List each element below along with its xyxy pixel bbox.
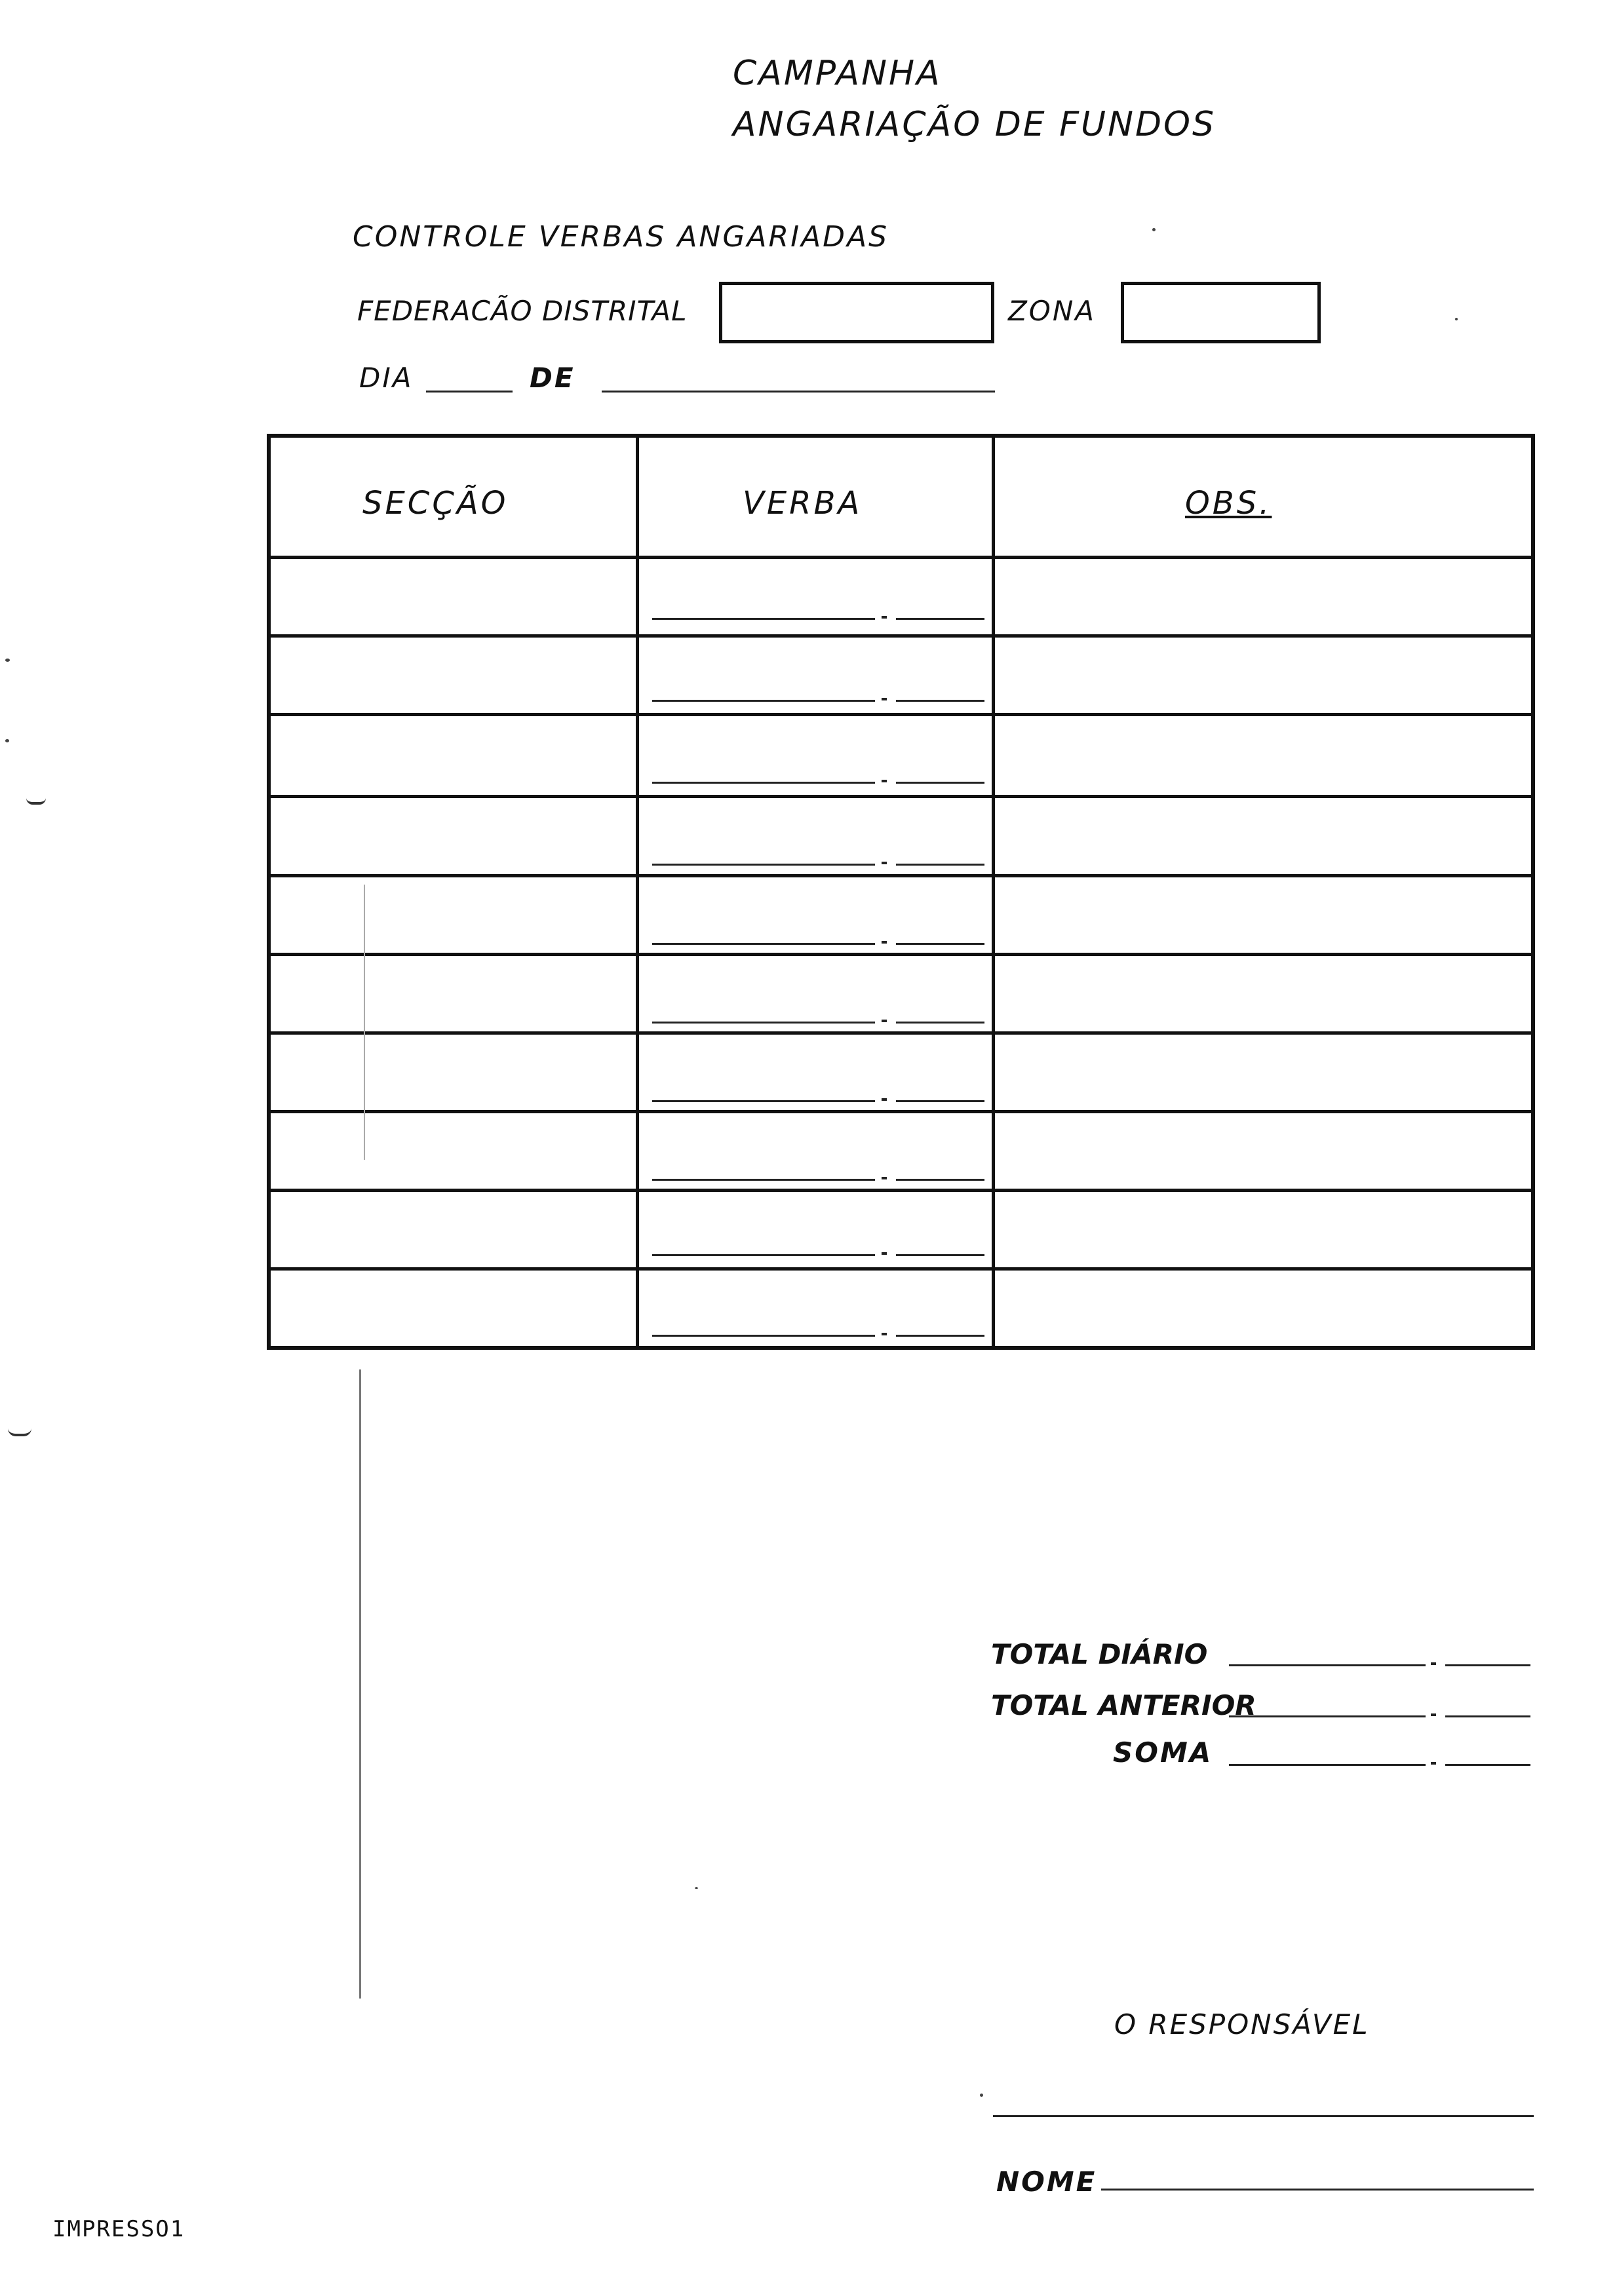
dia-field[interactable] xyxy=(426,391,513,392)
campaign-subtitle: ANGARIAÇÃO DE FUNDOS xyxy=(733,105,1216,144)
seccao-cell[interactable] xyxy=(271,1271,636,1346)
table-row xyxy=(271,877,1531,953)
table-row xyxy=(271,559,1531,634)
scan-speck xyxy=(5,659,10,662)
column-header-seccao: SECÇÃO xyxy=(362,485,509,522)
de-field[interactable] xyxy=(602,391,995,392)
federacao-label: FEDERACÃO DISTRITAL xyxy=(357,295,688,327)
nome-label: NOME xyxy=(996,2166,1097,2198)
verbas-table xyxy=(267,434,1535,1350)
seccao-cell[interactable] xyxy=(271,559,636,634)
soma-label: SOMA xyxy=(1113,1736,1213,1769)
responsavel-label: O RESPONSÁVEL xyxy=(1114,2008,1370,2040)
scan-speck xyxy=(5,739,9,742)
de-label: DE xyxy=(530,362,575,394)
zona-field[interactable] xyxy=(1121,282,1321,343)
seccao-cell[interactable] xyxy=(271,638,636,713)
obs-cell[interactable] xyxy=(995,1113,1531,1189)
scan-speck xyxy=(695,1887,698,1889)
obs-cell[interactable] xyxy=(995,956,1531,1031)
scan-artifact-line xyxy=(364,885,365,1160)
nome-field[interactable] xyxy=(1101,2189,1534,2191)
scan-speck xyxy=(26,798,46,805)
verba-cell[interactable] xyxy=(639,716,992,795)
table-row xyxy=(271,638,1531,713)
form-heading: CONTROLE VERBAS ANGARIADAS xyxy=(353,220,889,254)
signature-line[interactable] xyxy=(993,2115,1534,2117)
table-row xyxy=(271,1113,1531,1189)
seccao-cell[interactable] xyxy=(271,716,636,795)
verba-cell[interactable] xyxy=(639,798,992,874)
campaign-title: CAMPANHA xyxy=(733,54,942,93)
dia-label: DIA xyxy=(359,362,414,394)
zona-label: ZONA xyxy=(1008,295,1096,327)
table-row xyxy=(271,1192,1531,1267)
total-anterior-label: TOTAL ANTERIOR xyxy=(991,1689,1256,1721)
seccao-cell[interactable] xyxy=(271,798,636,874)
seccao-cell[interactable] xyxy=(271,956,636,1031)
scan-speck xyxy=(1455,318,1458,320)
table-row xyxy=(271,798,1531,874)
obs-cell[interactable] xyxy=(995,1192,1531,1267)
federacao-field[interactable] xyxy=(719,282,994,343)
verba-cell[interactable] xyxy=(639,559,992,634)
scan-speck xyxy=(980,2094,983,2097)
column-header-verba: VERBA xyxy=(743,485,863,522)
seccao-cell[interactable] xyxy=(271,1113,636,1189)
verba-cell[interactable] xyxy=(639,956,992,1031)
column-header-obs: OBS. xyxy=(1185,485,1272,522)
total-diario-label: TOTAL DIÁRIO xyxy=(991,1638,1208,1670)
table-row xyxy=(271,716,1531,795)
scan-speck xyxy=(1152,228,1156,231)
verba-cell[interactable] xyxy=(639,1113,992,1189)
obs-cell[interactable] xyxy=(995,638,1531,713)
obs-cell[interactable] xyxy=(995,1035,1531,1110)
obs-cell[interactable] xyxy=(995,877,1531,953)
verba-cell[interactable] xyxy=(639,1192,992,1267)
verba-cell[interactable] xyxy=(639,638,992,713)
verba-cell[interactable] xyxy=(639,877,992,953)
obs-cell[interactable] xyxy=(995,716,1531,795)
table-row xyxy=(271,1271,1531,1346)
scan-speck xyxy=(8,1428,31,1436)
obs-cell[interactable] xyxy=(995,798,1531,874)
scan-artifact-line xyxy=(359,1369,361,1999)
verba-cell[interactable] xyxy=(639,1271,992,1346)
table-row xyxy=(271,956,1531,1031)
seccao-cell[interactable] xyxy=(271,1035,636,1110)
seccao-cell[interactable] xyxy=(271,1192,636,1267)
obs-cell[interactable] xyxy=(995,1271,1531,1346)
table-row xyxy=(271,1035,1531,1110)
obs-cell[interactable] xyxy=(995,559,1531,634)
form-code: IMPRESSO1 xyxy=(52,2216,185,2242)
verba-cell[interactable] xyxy=(639,1035,992,1110)
seccao-cell[interactable] xyxy=(271,877,636,953)
